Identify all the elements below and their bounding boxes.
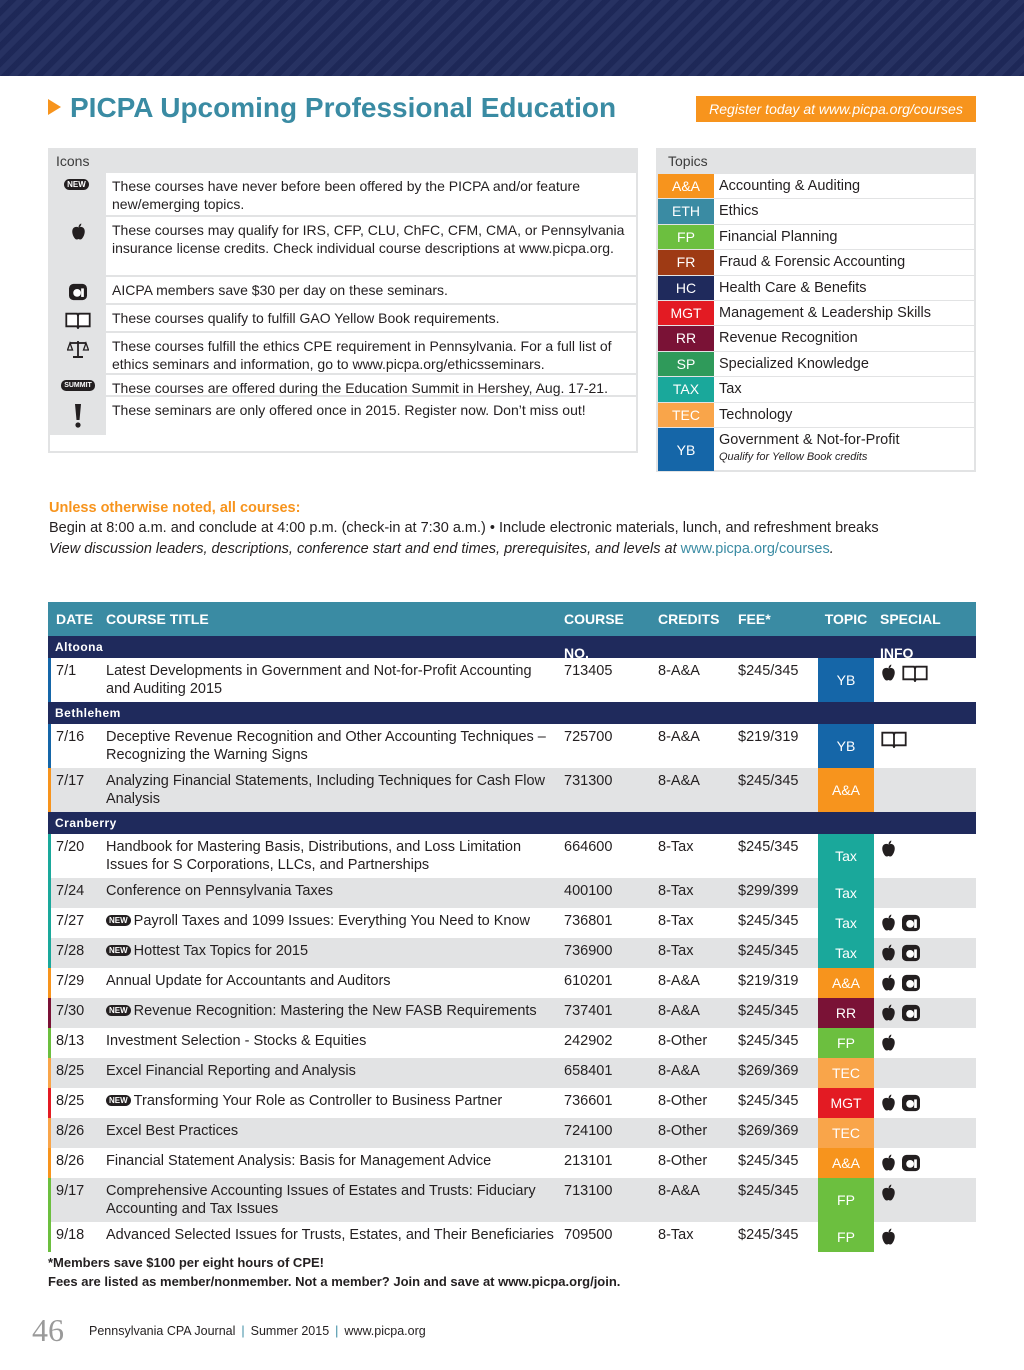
- col-title: COURSE TITLE: [106, 611, 209, 627]
- special-info: [874, 1222, 976, 1252]
- course-topic-badge: YB: [818, 724, 874, 768]
- table-row[interactable]: [48, 658, 976, 702]
- aicpa-icon: [901, 944, 921, 967]
- topic-name-text: Management & Leadership Skills: [719, 304, 931, 321]
- icon-legend-row: [50, 331, 636, 373]
- topic-name-text: Fraud & Forensic Accounting: [719, 254, 906, 271]
- course-title-text: Conference on Pennsylvania Taxes: [106, 883, 334, 899]
- course-fee: $245/345: [738, 1003, 799, 1019]
- course-number: 736900: [564, 943, 613, 959]
- course-credits: 8-A&A: [658, 773, 700, 789]
- course-title[interactable]: [99, 1058, 556, 1088]
- topic-row: [658, 249, 974, 274]
- location-row: Cranberry: [48, 812, 976, 834]
- col-special-info: SPECIAL INFO: [880, 611, 941, 661]
- course-fee: $219/319: [738, 729, 799, 745]
- special-info: [874, 938, 976, 968]
- special-info: [874, 1028, 976, 1058]
- course-number: 736801: [564, 913, 613, 929]
- table-row[interactable]: [48, 968, 976, 998]
- course-number: 242902: [564, 1033, 613, 1049]
- course-title[interactable]: [99, 1028, 556, 1058]
- course-number: 658401: [564, 1063, 613, 1079]
- course-topic-badge: YB: [818, 658, 874, 702]
- topic-name-text: Financial Planning: [719, 228, 838, 245]
- book-icon: [880, 730, 908, 753]
- topic-name: [714, 326, 974, 350]
- topic-code: ETH: [658, 199, 714, 223]
- course-schedule-table: [48, 602, 976, 1252]
- icon-legend-text: AICPA members save $30 per day on these seminars.: [112, 282, 448, 298]
- table-row[interactable]: [48, 1118, 976, 1148]
- course-credits: 8-Other: [658, 1153, 708, 1169]
- course-title[interactable]: [99, 834, 556, 878]
- topic-row: [658, 198, 974, 223]
- course-notes: [49, 498, 979, 560]
- course-title[interactable]: [99, 1178, 556, 1222]
- course-fee: $245/345: [738, 1183, 799, 1199]
- apple-icon: [880, 944, 897, 967]
- course-date: 7/28: [56, 943, 85, 959]
- course-credits: 8-Tax: [658, 883, 694, 899]
- register-link[interactable]: Register today at www.picpa.org/courses: [696, 96, 976, 122]
- table-row[interactable]: [48, 1028, 976, 1058]
- course-title-text: Financial Statement Analysis: Basis for Management Advice: [106, 1153, 492, 1169]
- course-date: 9/18: [56, 1227, 85, 1243]
- course-title[interactable]: [99, 908, 556, 938]
- topic-note: Qualify for Yellow Book credits: [719, 450, 868, 463]
- icon-legend-text: These courses fulfill the ethics CPE requirement in Pennsylvania. For a full list of ethics seminars and information, go to www.picpa.org/ethicsseminars.: [112, 338, 612, 372]
- course-topic-badge: RR: [818, 998, 874, 1028]
- table-row[interactable]: [48, 878, 976, 908]
- course-fee: $299/399: [738, 883, 799, 899]
- page-number: 46: [32, 1312, 64, 1348]
- course-title-text: Comprehensive Accounting Issues of Estates and Trusts: Fiduciary Accounting and Tax Issues: [106, 1183, 536, 1217]
- special-info: [874, 1118, 976, 1148]
- course-number: 400100: [564, 883, 613, 899]
- course-title[interactable]: [99, 1222, 556, 1252]
- course-title-text: Revenue Recognition: Mastering the New FASB Requirements: [133, 1003, 537, 1019]
- topic-name: [714, 174, 974, 198]
- course-topic-badge: Tax: [818, 938, 874, 968]
- course-credits: 8-A&A: [658, 729, 700, 745]
- course-number: 610201: [564, 973, 613, 989]
- special-info: [874, 1178, 976, 1222]
- course-title[interactable]: [99, 658, 556, 702]
- col-fee: FEE*: [738, 611, 771, 627]
- course-title-text: Advanced Selected Issues for Trusts, Estates, and Their Beneficiaries: [106, 1227, 554, 1243]
- course-fee: $245/345: [738, 943, 799, 959]
- topic-row: [658, 325, 974, 350]
- members-save-note: *Members save $100 per eight hours of CPE!: [48, 1255, 324, 1270]
- course-title[interactable]: [99, 1118, 556, 1148]
- topic-name-text: Tax: [719, 381, 742, 398]
- topic-name: [714, 428, 974, 471]
- topics-heading: Topics: [658, 150, 974, 173]
- topic-name-text: Government & Not-for-Profit: [719, 431, 900, 448]
- table-row[interactable]: [48, 834, 976, 878]
- course-title-text: Analyzing Financial Statements, Including Techniques for Cash Flow Analysis: [106, 773, 545, 807]
- icon-legend-text: These courses qualify to fulfill GAO Yellow Book requirements.: [112, 310, 500, 326]
- footer-notes: [48, 1253, 978, 1291]
- course-topic-badge: A&A: [818, 1148, 874, 1178]
- special-info: [874, 968, 976, 998]
- topic-code: FR: [658, 250, 714, 274]
- course-title-text: Latest Developments in Government and Not-for-Profit Accounting and Auditing 2015: [106, 663, 532, 697]
- aicpa-icon: [50, 277, 106, 303]
- topic-name: [714, 403, 974, 427]
- special-info: [874, 658, 976, 702]
- issue-name: Summer 2015: [250, 1324, 330, 1338]
- course-topic-badge: FP: [818, 1178, 874, 1222]
- topic-row: [658, 427, 974, 471]
- course-fee: $245/345: [738, 663, 799, 679]
- topic-code: A&A: [658, 174, 714, 198]
- topics-legend: [656, 148, 976, 472]
- apple-icon: [880, 974, 897, 997]
- topic-name-text: Revenue Recognition: [719, 330, 858, 347]
- apple-icon: [880, 1004, 897, 1027]
- table-row[interactable]: [48, 768, 976, 812]
- topic-code: FP: [658, 225, 714, 249]
- course-topic-badge: FP: [818, 1222, 874, 1252]
- apple-icon: [880, 914, 897, 937]
- course-fee: $245/345: [738, 839, 799, 855]
- table-row[interactable]: [48, 1222, 976, 1252]
- top-banner: [0, 0, 1024, 76]
- course-topic-badge: FP: [818, 1028, 874, 1058]
- course-number: 737401: [564, 1003, 613, 1019]
- course-topic-badge: TEC: [818, 1118, 874, 1148]
- icons-legend: [48, 148, 638, 453]
- course-number: 725700: [564, 729, 613, 745]
- table-row[interactable]: [48, 1058, 976, 1088]
- course-title-text: Excel Best Practices: [106, 1123, 239, 1139]
- topic-name: [714, 352, 974, 376]
- topic-row: [658, 275, 974, 300]
- course-fee: $245/345: [738, 1033, 799, 1049]
- icon-legend-text: These courses have never before been offered by the PICPA and/or feature new/emerging topics.: [112, 178, 581, 212]
- topic-name-text: Health Care & Benefits: [719, 279, 867, 296]
- course-credits: 8-A&A: [658, 663, 700, 679]
- special-info: [874, 1058, 976, 1088]
- course-fee: $219/319: [738, 973, 799, 989]
- summit-badge-icon: SUMMIT: [50, 375, 106, 395]
- topic-code: RR: [658, 326, 714, 350]
- fees-note: Fees are listed as member/nonmember. Not a member? Join and save at www.picpa.org/join.: [48, 1274, 621, 1289]
- icon-legend-row: [50, 173, 636, 215]
- topic-name: [714, 301, 974, 325]
- topic-row: [658, 402, 974, 427]
- course-topic-badge: Tax: [818, 908, 874, 938]
- course-fee: $245/345: [738, 773, 799, 789]
- page-header: [48, 92, 976, 126]
- apple-icon: [880, 1228, 897, 1251]
- course-number: 213101: [564, 1153, 613, 1169]
- icon-legend-text: These seminars are only offered once in 2015. Register now. Don’t miss out!: [112, 402, 586, 418]
- course-title-text: Excel Financial Reporting and Analysis: [106, 1063, 356, 1079]
- topic-code: MGT: [658, 301, 714, 325]
- aicpa-icon: [901, 1004, 921, 1027]
- special-info: [874, 998, 976, 1028]
- topic-name: [714, 225, 974, 249]
- course-date: 7/27: [56, 913, 85, 929]
- course-topic-badge: Tax: [818, 834, 874, 878]
- course-topic-badge: A&A: [818, 968, 874, 998]
- icon-legend-row: [50, 275, 636, 303]
- course-number: 713100: [564, 1183, 613, 1199]
- course-date: 7/24: [56, 883, 85, 899]
- icons-heading: Icons: [50, 150, 636, 173]
- course-credits: 8-A&A: [658, 1063, 700, 1079]
- course-date: 8/25: [56, 1063, 85, 1079]
- topic-name-text: Technology: [719, 406, 793, 423]
- course-credits: 8-Tax: [658, 943, 694, 959]
- exclamation-icon: [50, 397, 106, 435]
- course-fee: $269/369: [738, 1063, 799, 1079]
- topic-code: TAX: [658, 377, 714, 401]
- table-row[interactable]: [48, 1178, 976, 1222]
- course-topic-badge: MGT: [818, 1088, 874, 1118]
- course-title[interactable]: [99, 768, 556, 812]
- table-row[interactable]: [48, 724, 976, 768]
- course-date: 7/17: [56, 773, 85, 789]
- course-title[interactable]: [99, 878, 556, 908]
- course-date: 7/1: [56, 663, 77, 679]
- topic-name: [714, 276, 974, 300]
- course-title-text: Handbook for Mastering Basis, Distributions, and Loss Limitation Issues for S Corporations, LLCs, and Partnerships: [106, 839, 522, 873]
- location-row: Altoona: [48, 636, 976, 658]
- new-badge-icon: NEW: [106, 945, 131, 956]
- course-credits: 8-Tax: [658, 913, 694, 929]
- notes-info-text: View discussion leaders, descriptions, conference start and end times, prerequisites, and levels at: [49, 541, 681, 557]
- table-row[interactable]: [48, 908, 976, 938]
- topic-row: [658, 376, 974, 401]
- aicpa-icon: [901, 914, 921, 937]
- course-topic-badge: A&A: [818, 768, 874, 812]
- course-number: 713405: [564, 663, 613, 679]
- course-fee: $245/345: [738, 913, 799, 929]
- icon-legend-row: [50, 373, 636, 395]
- special-info: [874, 1088, 976, 1118]
- col-course-no: COURSE NO.: [564, 611, 624, 661]
- course-fee: $245/345: [738, 1093, 799, 1109]
- table-row[interactable]: [48, 938, 976, 968]
- topic-name-text: Accounting & Auditing: [719, 178, 861, 194]
- apple-icon: [880, 1154, 897, 1177]
- course-title-text: Deceptive Revenue Recognition and Other Accounting Techniques – Recognizing the Warning Signs: [106, 729, 546, 763]
- course-number: 664600: [564, 839, 613, 855]
- page-footer: [32, 1312, 632, 1352]
- page-title: PICPA Upcoming Professional Education: [70, 92, 617, 123]
- location-row: Bethlehem: [48, 702, 976, 724]
- course-date: 9/17: [56, 1183, 85, 1199]
- course-title[interactable]: [99, 1148, 556, 1178]
- topic-code: SP: [658, 352, 714, 376]
- course-title-text: Investment Selection - Stocks & Equities: [106, 1033, 367, 1049]
- apple-icon: [880, 664, 897, 687]
- course-credits: 8-Tax: [658, 1227, 694, 1243]
- course-credits: 8-Other: [658, 1123, 708, 1139]
- course-title-text: Payroll Taxes and 1099 Issues: Everything You Need to Know: [133, 913, 530, 929]
- course-credits: 8-Other: [658, 1033, 708, 1049]
- course-date: 8/25: [56, 1093, 85, 1109]
- notes-info-end: .: [829, 541, 834, 557]
- special-info: [874, 834, 976, 878]
- course-title[interactable]: [99, 968, 556, 998]
- aicpa-icon: [901, 1154, 921, 1177]
- notes-heading: Unless otherwise noted, all courses:: [49, 500, 301, 516]
- col-topic: TOPIC: [824, 611, 868, 627]
- course-title[interactable]: [99, 938, 556, 968]
- course-date: 8/26: [56, 1123, 85, 1139]
- course-title[interactable]: [99, 1088, 556, 1118]
- icon-legend-row: [50, 395, 636, 435]
- special-info: [874, 724, 976, 768]
- topic-name: [714, 199, 974, 223]
- aicpa-icon: [901, 1094, 921, 1117]
- course-title-text: Annual Update for Accountants and Auditors: [106, 973, 391, 989]
- special-info: [874, 908, 976, 938]
- apple-icon: [880, 840, 897, 863]
- topic-name: [714, 377, 974, 401]
- course-credits: 8-Tax: [658, 839, 694, 855]
- new-badge-icon: NEW: [106, 915, 131, 926]
- course-number: 736601: [564, 1093, 613, 1109]
- topic-name: [714, 250, 974, 274]
- course-topic-badge: TEC: [818, 1058, 874, 1088]
- course-number: 724100: [564, 1123, 613, 1139]
- icon-legend-row: [50, 215, 636, 275]
- scales-icon: [50, 333, 106, 373]
- course-number: 731300: [564, 773, 613, 789]
- course-number: 709500: [564, 1227, 613, 1243]
- topic-row: [658, 224, 974, 249]
- icon-legend-text: These courses are offered during the Education Summit in Hershey, Aug. 17-21.: [112, 380, 608, 396]
- topic-row: [658, 173, 974, 198]
- table-row[interactable]: [48, 1088, 976, 1118]
- course-title-text: Transforming Your Role as Controller to Business Partner: [133, 1093, 503, 1109]
- col-date: DATE: [56, 611, 94, 627]
- journal-name: Pennsylvania CPA Journal: [89, 1324, 236, 1338]
- topic-code: TEC: [658, 403, 714, 427]
- table-row[interactable]: [48, 998, 976, 1028]
- new-badge-icon: NEW: [50, 173, 106, 215]
- footer-line: Pennsylvania CPA Journal | Summer 2015 | www.picpa.org: [89, 1324, 426, 1338]
- course-title[interactable]: [99, 724, 556, 768]
- course-credits: 8-A&A: [658, 973, 700, 989]
- topic-name-text: Specialized Knowledge: [719, 355, 869, 372]
- topic-code: YB: [658, 428, 714, 471]
- topic-name-text: Ethics: [719, 203, 759, 220]
- new-badge-icon: NEW: [106, 1095, 131, 1106]
- apple-icon: [880, 1094, 897, 1117]
- course-fee: $245/345: [738, 1227, 799, 1243]
- table-row[interactable]: [48, 1148, 976, 1178]
- icon-legend-text: These courses may qualify for IRS, CFP, CLU, ChFC, CFM, CMA, or Pennsylvania insurance license credits. Check individual course descriptions at www.picpa.org.: [112, 222, 625, 256]
- icon-legend-row: [50, 303, 636, 331]
- course-fee: $245/345: [738, 1153, 799, 1169]
- special-info: [874, 768, 976, 812]
- apple-icon: [880, 1034, 897, 1057]
- course-topic-badge: Tax: [818, 878, 874, 908]
- course-date: 7/16: [56, 729, 85, 745]
- notes-info-line: [49, 539, 979, 560]
- course-date: 7/20: [56, 839, 85, 855]
- course-date: 8/26: [56, 1153, 85, 1169]
- course-title-text: Hottest Tax Topics for 2015: [133, 943, 309, 959]
- col-credits: CREDITS: [658, 611, 720, 627]
- book-icon: [901, 664, 929, 687]
- course-credits: 8-A&A: [658, 1183, 700, 1199]
- topic-code: HC: [658, 276, 714, 300]
- special-info: [874, 1148, 976, 1178]
- apple-icon: [880, 1184, 897, 1207]
- aicpa-icon: [901, 974, 921, 997]
- topic-row: [658, 300, 974, 325]
- new-badge-icon: NEW: [106, 1005, 131, 1016]
- special-info: [874, 878, 976, 908]
- footer-site[interactable]: www.picpa.org: [344, 1324, 426, 1338]
- topic-row: [658, 351, 974, 376]
- course-date: 7/29: [56, 973, 85, 989]
- apple-icon: [50, 217, 106, 275]
- title-arrow-icon: [48, 99, 61, 115]
- book-icon: [50, 305, 106, 331]
- course-title[interactable]: [99, 998, 556, 1028]
- course-date: 7/30: [56, 1003, 85, 1019]
- course-fee: $269/369: [738, 1123, 799, 1139]
- course-date: 8/13: [56, 1033, 85, 1049]
- course-credits: 8-Other: [658, 1093, 708, 1109]
- notes-schedule-line: Begin at 8:00 a.m. and conclude at 4:00 p.m. (check-in at 7:30 a.m.) • Include electronic materials, lunch, and refreshment breaks: [49, 520, 879, 536]
- courses-link[interactable]: www.picpa.org/courses: [680, 541, 830, 557]
- course-credits: 8-A&A: [658, 1003, 700, 1019]
